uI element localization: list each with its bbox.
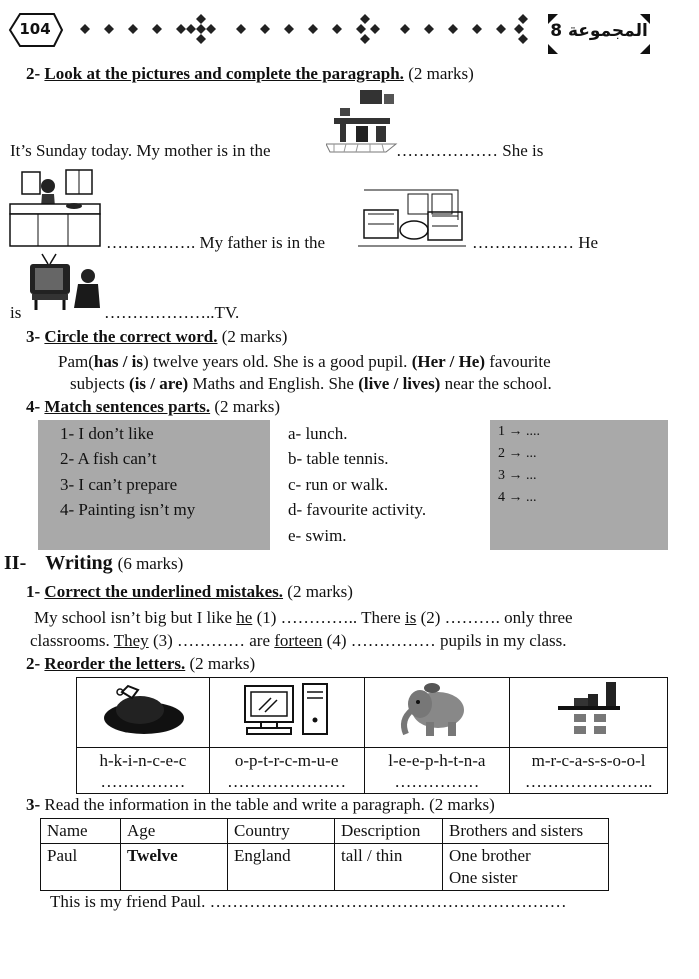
match-left-1: 1- I don’t like [60, 424, 154, 443]
kitchen-dining-picture [326, 86, 398, 156]
info-age: Twelve [121, 844, 228, 891]
reorder-cell-1 [77, 748, 210, 794]
match-left-2: 2- A fish can’t [60, 449, 157, 468]
page-number: 104 [19, 20, 51, 38]
q4-heading: 4- Match sentences parts. (2 marks) [26, 397, 281, 416]
w1-line-2: classrooms. They (3) ………… are forteen (4) …………… pupils in my class. [30, 631, 567, 650]
info-header-siblings: Brothers and sisters [443, 819, 609, 844]
elephant-picture-cell [364, 678, 510, 748]
q2-line-2: ……………. My father is in the [106, 233, 326, 252]
reorder-blank-3: …………… [394, 771, 480, 791]
info-table [40, 818, 609, 891]
reorder-cell-3 [364, 748, 510, 794]
info-siblings: One brother One sister [443, 844, 609, 891]
info-country: England [228, 844, 335, 891]
q3-line-2: subjects (is / are) Maths and English. She (live / lives) near the school. [70, 374, 552, 393]
q3-line-1: Pam(has / is) twelve years old. She is a good pupil. (Her / He) favourite [58, 352, 551, 371]
w1-line-1: My school isn’t big but I like he (1) ………….. There is (2) ………. only three [34, 608, 573, 627]
chicken-picture-cell [77, 678, 210, 748]
q2-title: Look at the pictures and complete the paragraph. [44, 64, 404, 83]
classroom-picture-cell [510, 678, 668, 748]
q2-line-2b: ……………… He [472, 233, 599, 252]
info-header-name: Name [41, 819, 121, 844]
computer-picture-cell [209, 678, 364, 748]
page-number-badge [6, 10, 64, 50]
match-middle-d: d- favourite activity. [288, 500, 427, 519]
info-header-age: Age [121, 819, 228, 844]
w1-heading: 1- Correct the underlined mistakes. (2 marks) [26, 582, 353, 601]
decorative-diamond-border [70, 12, 540, 46]
reorder-letters-4: m-r-c-a-s-s-o-o-l [531, 750, 646, 770]
label-corner-marks [548, 14, 650, 54]
match-table [38, 420, 668, 550]
reorder-letters-1: h-k-i-n-c-e-c [99, 750, 187, 770]
info-header-country: Country [228, 819, 335, 844]
info-name: Paul [41, 844, 121, 891]
computer-icon [237, 680, 337, 740]
reorder-cell-4 [510, 748, 668, 794]
w3-heading: 3- Read the information in the table and write a paragraph. (2 marks) [26, 795, 495, 814]
elephant-icon [392, 680, 482, 740]
q2-heading: 2- Look at the pictures and complete the paragraph. (2 marks) [26, 64, 474, 83]
info-description: tall / thin [335, 844, 443, 891]
q3-heading: 3- Circle the correct word. (2 marks) [26, 327, 288, 346]
group-label: المجموعة 8 [550, 21, 648, 41]
match-middle-a: a- lunch. [288, 424, 348, 443]
reorder-cell-2 [209, 748, 364, 794]
tv-picture [26, 252, 102, 318]
reorder-table [76, 677, 668, 794]
match-left-4: 4- Painting isn’t my [60, 500, 196, 519]
w3-closing-line: This is my friend Paul. ……………………………………………………… [50, 892, 567, 911]
w2-heading: 2- Reorder the letters. (2 marks) [26, 654, 256, 673]
match-answer-2: 2 → ... [498, 446, 537, 461]
section-writing-heading: II- Writing (6 marks) [4, 552, 184, 574]
living-room-picture [358, 180, 468, 252]
q2-line-3a: is [10, 303, 22, 322]
match-answer-1: 1 → .... [498, 424, 540, 439]
reorder-letters-3: l-e-e-p-h-t-n-a [388, 750, 486, 770]
reorder-blank-4: ………………….. [524, 771, 653, 791]
classroom-icon [544, 680, 634, 740]
reorder-letters-2: o-p-t-r-c-m-u-e [234, 750, 339, 770]
match-left-3: 3- I can’t prepare [60, 475, 178, 494]
match-answer-4: 4 → ... [498, 490, 537, 505]
reorder-blank-2: ………………… [227, 771, 347, 791]
match-middle-e: e- swim. [288, 526, 347, 545]
q2-line-1b: ……………… She is [396, 141, 544, 160]
chicken-icon [98, 682, 188, 738]
info-header-description: Description [335, 819, 443, 844]
match-answer-3: 3 → ... [498, 468, 537, 483]
match-middle-c: c- run or walk. [288, 475, 389, 494]
q2-line-3b: ………………..TV. [104, 303, 240, 322]
q2-line-1: It’s Sunday today. My mother is in the [10, 141, 271, 160]
match-middle-b: b- table tennis. [288, 449, 389, 468]
kitchen-picture [8, 168, 104, 250]
reorder-blank-1: …………… [100, 771, 186, 791]
